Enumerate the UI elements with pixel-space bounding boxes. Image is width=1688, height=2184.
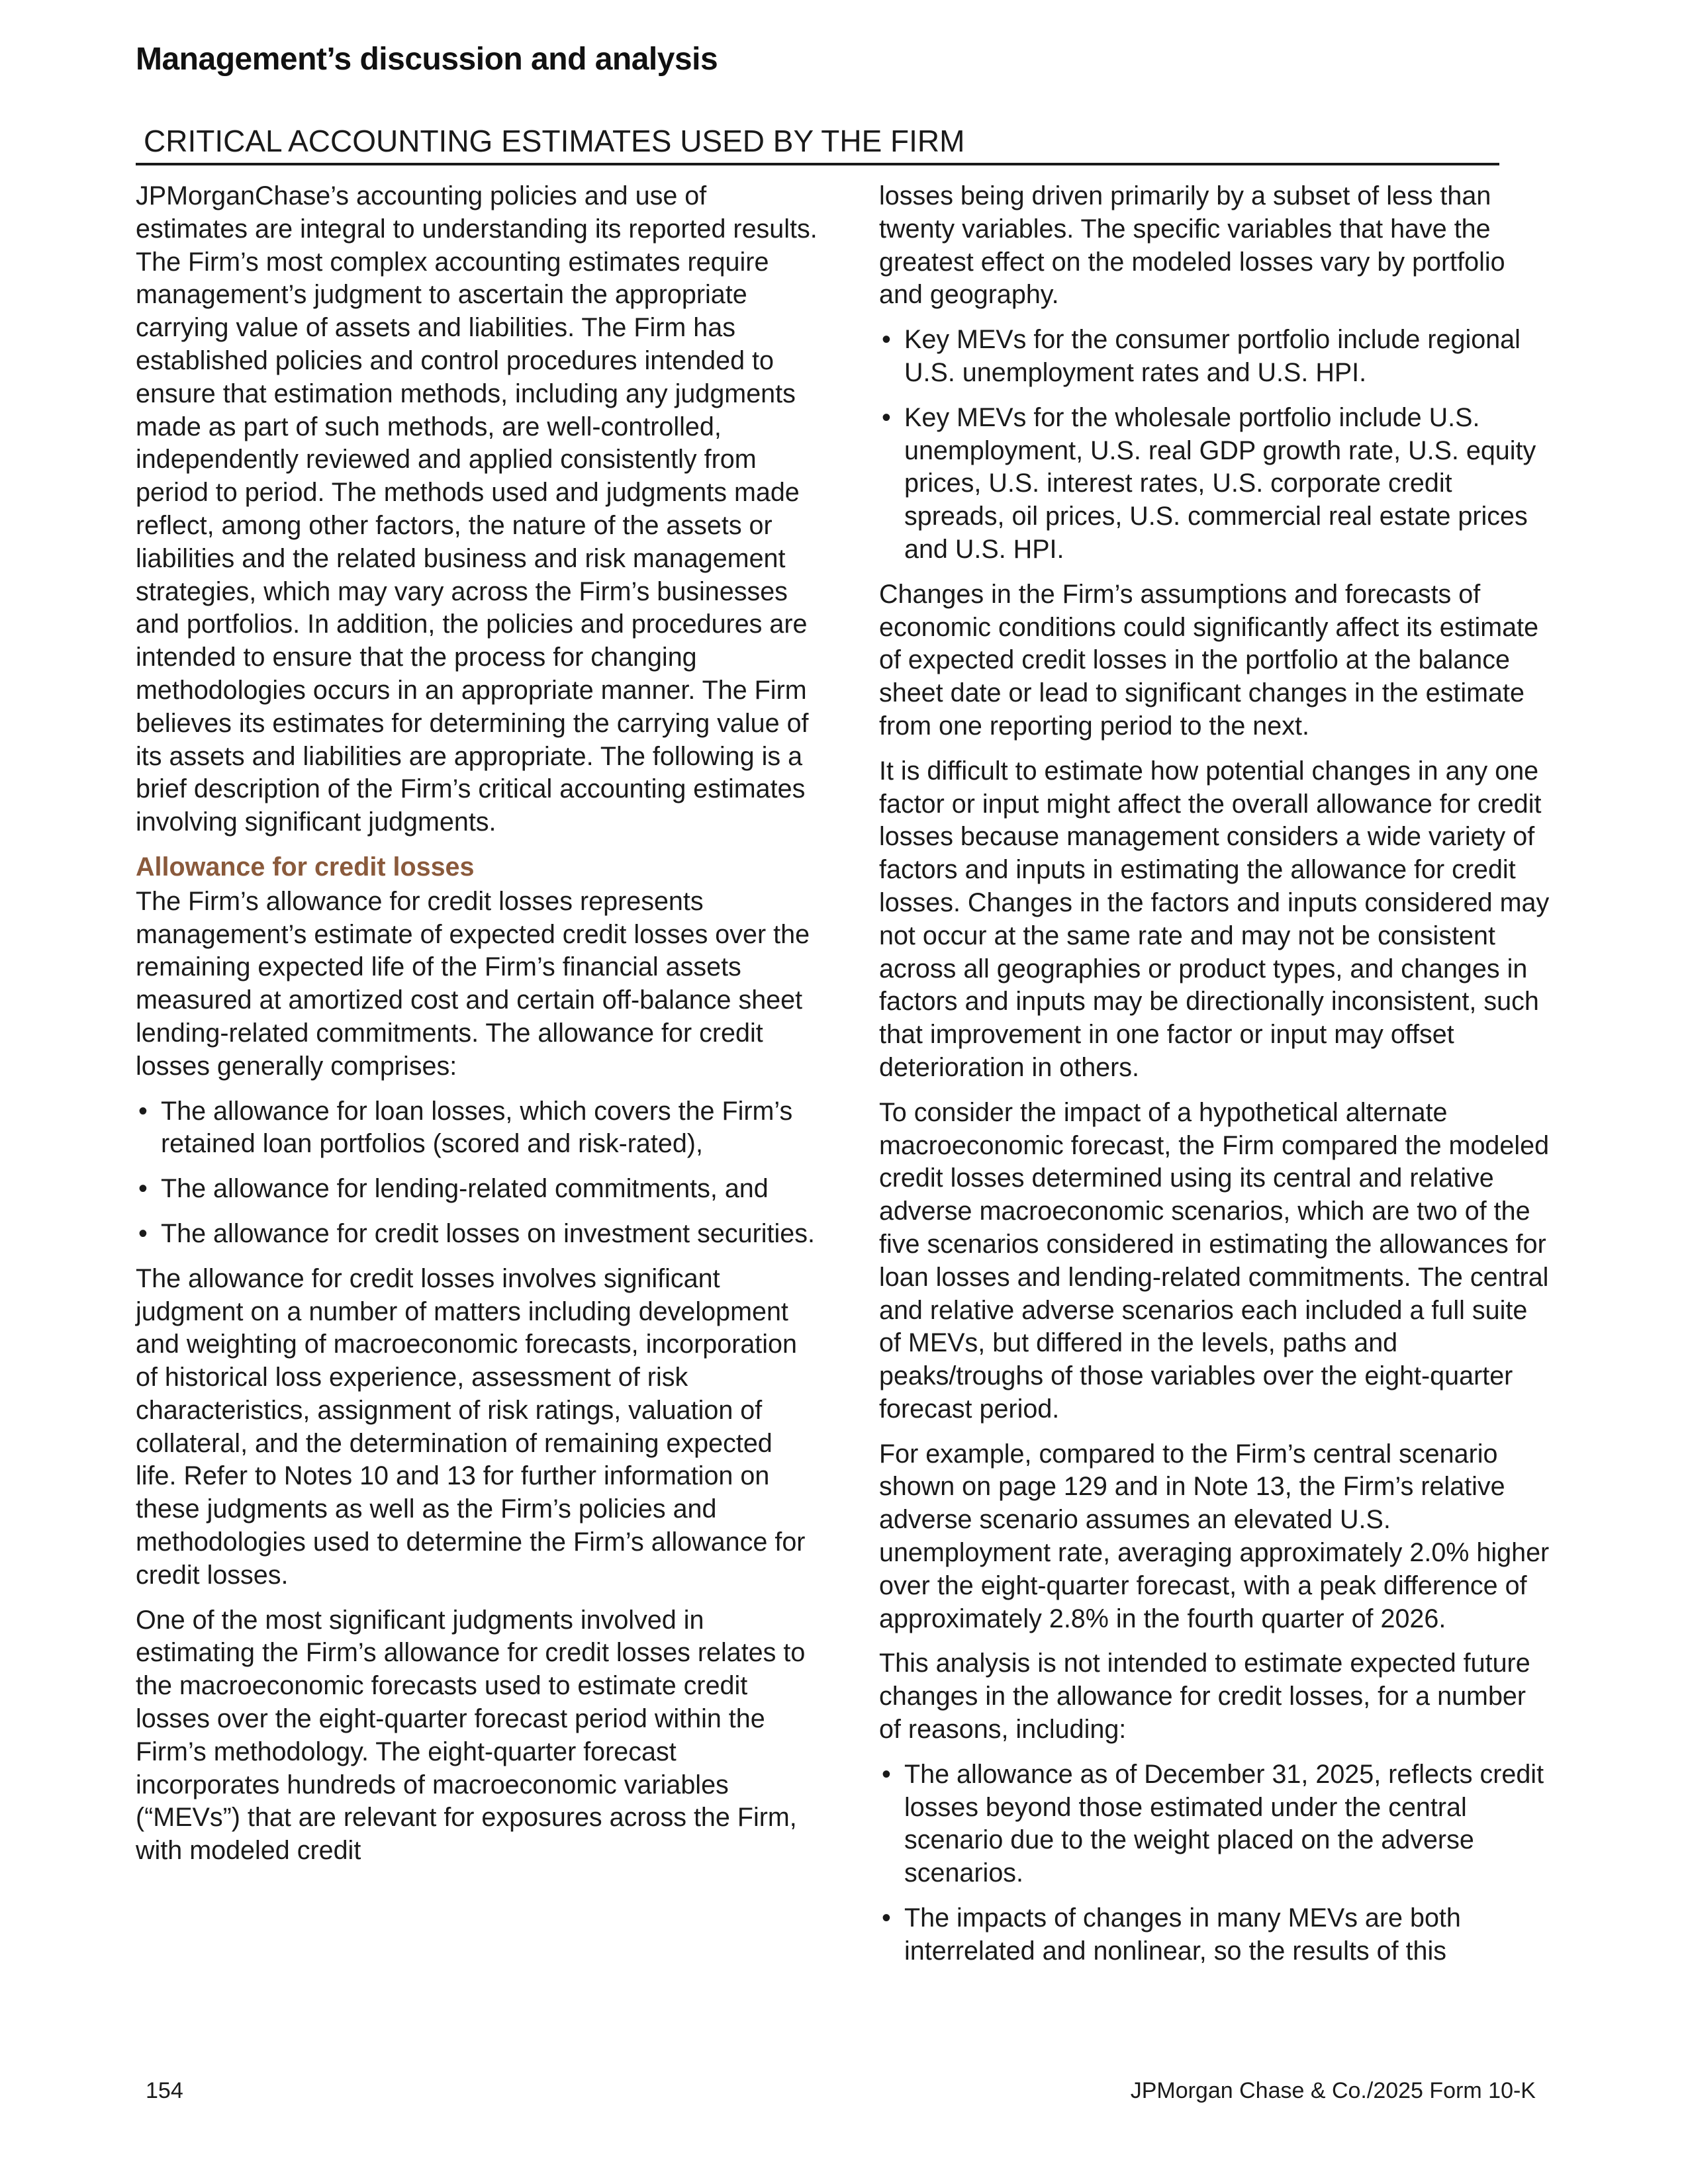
list-item: • Key MEVs for the wholesale portfolio include U.S. unemployment, U.S. real GDP growth rate, U.S. equity prices, U.S. interest rates, U.S. corporate credit spreads, oil prices, U.S. commercial real estate prices and U.S. HPI. xyxy=(879,402,1554,567)
hypothetical-paragraph: To consider the impact of a hypothetical alternate macroeconomic forecast, the Firm compared the modeled credit losses determined using its central and relative adverse macroeconomic scenarios, which are two of the five scenarios considered in estimating the allowances for loan losses and lending-related commitments. The central and relative adverse scenarios each included a full suite of MEVs, but differed in the levels, paths and peaks/troughs of those variables over the eight-quarter forecast period. xyxy=(879,1097,1550,1424)
list-item: • The allowance for loan losses, which covers the Firm’s retained loan portfolios (scored and risk-rated), xyxy=(136,1095,818,1161)
page-title: Management’s discussion and analysis xyxy=(136,42,718,77)
mev-paragraph: One of the most significant judgments involved in estimating the Firm’s allowance for credit losses relates to the macroeconomic forecasts used to estimate credit losses over the eight-quarter forecast period within the Firm’s methodology. The eight-quarter forecast incorporates hundreds of macroeconomic variables (“MEVs”) that are relevant for exposures across the Firm, with modeled credit xyxy=(136,1605,806,1866)
example-paragraph: For example, compared to the Firm’s central scenario shown on page 129 and in Note 13, the Firm’s relative adverse scenario assumes an elevated U.S. unemployment rate, averaging approximately 2.0% higher over the eight-quarter forecast, with a peak difference of approximately 2.8% in the fourth quarter of 2026. xyxy=(879,1439,1550,1633)
judgment-paragraph: The allowance for credit losses involves significant judgment on a number of matters including development and weighting of macroeconomic forecasts, incorporation of historical loss experience, assessment of risk characteristics, assignment of risk ratings, valuation of collateral, and the determination of remaining expected life. Refer to Notes 10 and 13 for further information on these judgments as well as the Firm’s policies and methodologies used to determine the Firm’s allowance for credit losses. xyxy=(136,1263,806,1590)
key-mevs-list xyxy=(879,324,1554,567)
list-item: • The allowance as of December 31, 2025, reflects credit losses beyond those estimated under the central scenario due to the weight placed on the adverse scenarios. xyxy=(879,1758,1554,1890)
allowance-components-list xyxy=(136,1095,818,1251)
reasons-list xyxy=(879,1758,1554,1968)
list-item: • The allowance for lending-related commitments, and xyxy=(136,1173,818,1206)
report-footer: JPMorgan Chase & Co./2025 Form 10-K xyxy=(1130,2078,1536,2103)
left-column xyxy=(136,180,818,1880)
allowance-paragraph: The Firm’s allowance for credit losses represents management’s estimate of expected credit losses over the remaining expected life of the Firm’s financial assets measured at amortized cost and certain off-balance sheet lending-related commitments. The allowance for credit losses generally comprises: xyxy=(136,886,810,1081)
continuation-paragraph: losses being driven primarily by a subset of less than twenty variables. The specific variables that have the greatest effect on the modeled losses vary by portfolio and geography. xyxy=(879,181,1505,310)
list-item: • The allowance for credit losses on investment securities. xyxy=(136,1218,818,1251)
page-number: 154 xyxy=(146,2078,183,2103)
section-heading: CRITICAL ACCOUNTING ESTIMATES USED BY THE FIRM xyxy=(136,123,1499,165)
changes-paragraph: Changes in the Firm’s assumptions and forecasts of economic conditions could significantly affect its estimate of expected credit losses in the portfolio at the balance sheet date or lead to significant changes in the estimate from one reporting period to the next. xyxy=(879,579,1539,741)
intro-paragraph: JPMorganChase’s accounting policies and use of estimates are integral to understanding its reported results. The Firm’s most complex accounting estimates require management’s judgment to ascertain the appropriate carrying value of assets and liabilities. The Firm has established policies and control procedures intended to ensure that estimation methods, including any judgments made as part of such methods, are well-controlled, independently reviewed and applied consistently from period to period. The methods used and judgments made reflect, among other factors, the nature of the assets or liabilities and the related business and risk management strategies, which may vary across the Firm’s businesses and portfolios. In addition, the policies and procedures are intended to ensure that the process for changing methodologies occurs in an appropriate manner. The Firm believes its estimates for determining the carrying value of its assets and liabilities are appropriate. The following is a brief description of the Firm’s critical accounting estimates involving significant judgments. xyxy=(136,181,818,837)
list-item: • Key MEVs for the consumer portfolio include regional U.S. unemployment rates and U.S. HPI. xyxy=(879,324,1554,390)
right-column xyxy=(879,180,1554,1980)
analysis-paragraph: This analysis is not intended to estimate expected future changes in the allowance for credit losses, for a number of reasons, including: xyxy=(879,1649,1530,1745)
subheading-allowance: Allowance for credit losses xyxy=(136,852,475,882)
list-item: • The impacts of changes in many MEVs are both interrelated and nonlinear, so the results of this xyxy=(879,1902,1554,1968)
difficulty-paragraph: It is difficult to estimate how potential changes in any one factor or input might affect the overall allowance for credit losses because management considers a wide variety of factors and inputs in estimating the allowance for credit losses. Changes in the factors and inputs considered may not occur at the same rate and may not be consistent across all geographies or product types, and changes in factors and inputs may be directionally inconsistent, such that improvement in one factor or input may offset deterioration in others. xyxy=(879,756,1550,1082)
